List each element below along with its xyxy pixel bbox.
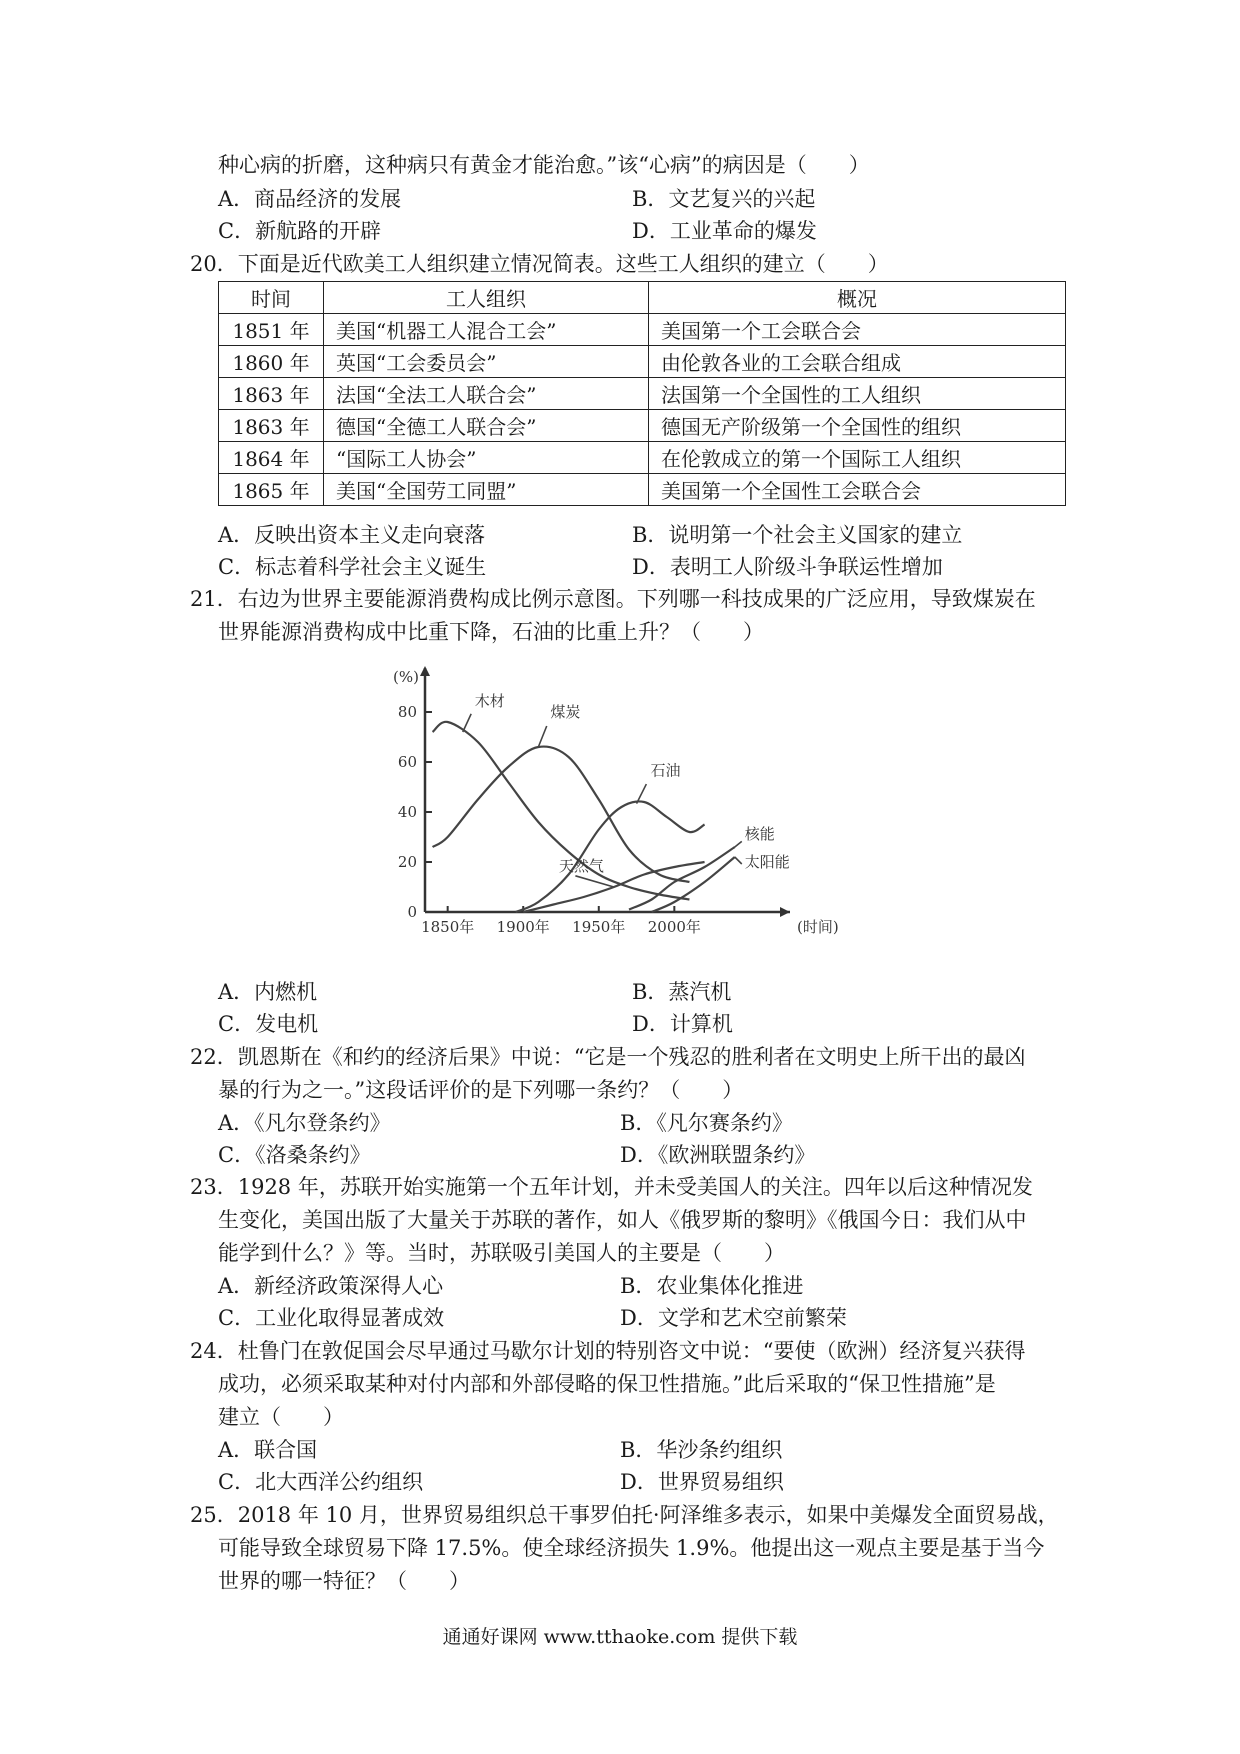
series-label-leader (735, 857, 742, 864)
y-tick-label: 80 (397, 703, 417, 721)
table-header: 工人组织 (324, 282, 649, 314)
q21-option-a: A．内燃机 (218, 980, 318, 1004)
q22-option-b: B．《凡尔赛条约》 (620, 1111, 793, 1135)
q23-stem-line: 生变化，美国出版了大量关于苏联的著作，如人《俄罗斯的黎明》《俄国今日：我们从中 (218, 1208, 1027, 1232)
q20-option-b: B．说明第一个社会主义国家的建立 (632, 523, 963, 547)
q22-option-d: D．《欧洲联盟条约》 (620, 1143, 816, 1167)
series-label-leader (538, 726, 546, 747)
table-cell-summary: 德国无产阶级第一个全国性的组织 (649, 410, 1066, 442)
x-tick-label: 1900年 (496, 918, 550, 936)
y-axis-arrow (420, 666, 430, 676)
q21-stem-line: 世界能源消费构成中比重下降，石油的比重上升？（ ） (218, 620, 764, 644)
table-cell-org: 美国“全国劳工同盟” (324, 474, 649, 506)
table-cell-org: 德国“全德工人联合会” (324, 410, 649, 442)
q23-stem-line: 23．1928 年，苏联开始实施第一个五年计划，并未受美国人的关注。四年以后这种情况发 (190, 1175, 1033, 1199)
q21-option-d: D．计算机 (632, 1012, 733, 1036)
y-tick-label: 40 (397, 803, 417, 821)
q24-option-c: C．北大西洋公约组织 (218, 1470, 424, 1494)
q19-stem: 种心病的折磨，这种病只有黄金才能治愈。”该“心病”的病因是（ ） (218, 153, 870, 177)
q21-stem-line: 21．右边为世界主要能源消费构成比例示意图。下列哪一科技成果的广泛应用，导致煤炭在 (190, 587, 1036, 611)
q24-option-d: D．世界贸易组织 (620, 1470, 784, 1494)
table-row (219, 474, 1066, 506)
q19-option-a: A．商品经济的发展 (218, 187, 402, 211)
x-tick-label: 1850年 (421, 918, 475, 936)
q19-option-d: D．工业革命的爆发 (632, 219, 817, 243)
table-cell-year: 1864 年 (219, 442, 324, 474)
table-cell-year: 1863 年 (219, 410, 324, 442)
table-row (219, 314, 1066, 346)
q24-stem-line: 建立（ ） (218, 1405, 344, 1429)
table-cell-org: 美国“机器工人混合工会” (324, 314, 649, 346)
series-label-leader (463, 714, 471, 732)
table-cell-year: 1851 年 (219, 314, 324, 346)
q19-option-b: B．文艺复兴的兴起 (632, 187, 816, 211)
q20-option-d: D．表明工人阶级斗争联运性增加 (632, 555, 943, 579)
series-label: 太阳能 (744, 853, 790, 871)
x-axis-label: (时间) (797, 918, 839, 936)
q19-option-c: C．新航路的开辟 (218, 219, 382, 243)
y-tick-label: 20 (397, 853, 417, 871)
q20-option-a: A．反映出资本主义走向衰落 (218, 523, 486, 547)
table-header-row (219, 282, 1066, 314)
q21-option-c: C．发电机 (218, 1012, 319, 1036)
table-row (219, 410, 1066, 442)
q24-stem-line: 成功，必须采取某种对付内部和外部侵略的保卫性措施。”此后采取的“保卫性措施”是 (218, 1372, 996, 1396)
series-label: 木材 (474, 692, 505, 710)
page-footer: 通通好课网 www.tthaoke.com 提供下载 (442, 1626, 798, 1648)
x-tick-label: 2000年 (647, 918, 701, 936)
x-axis-arrow (780, 907, 790, 917)
series-label-leader (735, 841, 742, 847)
q21-option-b: B．蒸汽机 (632, 980, 732, 1004)
table-row (219, 346, 1066, 378)
chart-plot-area (393, 666, 839, 936)
series-label: 煤炭 (550, 703, 581, 721)
series-label: 天然气 (558, 857, 604, 875)
q20-stem: 20．下面是近代欧美工人组织建立情况简表。这些工人组织的建立（ ） (190, 252, 889, 276)
energy-consumption-chart (385, 660, 845, 960)
series-label: 石油 (650, 761, 681, 780)
q24-option-a: A．联合国 (218, 1438, 318, 1462)
q22-stem-line: 暴的行为之一。”这段话评价的是下列哪一条约？（ ） (218, 1078, 744, 1102)
series-line (629, 847, 735, 910)
table-cell-org: 英国“工会委员会” (324, 346, 649, 378)
q23-stem-line: 能学到什么？》等。当时，苏联吸引美国人的主要是（ ） (218, 1241, 785, 1265)
q23-option-b: B．农业集体化推进 (620, 1274, 804, 1298)
series-label-leader (575, 876, 614, 887)
table-cell-year: 1860 年 (219, 346, 324, 378)
q20-option-c: C．标志着科学社会主义诞生 (218, 555, 487, 579)
series-line (652, 857, 735, 912)
q23-option-d: D．文学和艺术空前繁荣 (620, 1306, 847, 1330)
q23-option-a: A．新经济政策深得人心 (218, 1274, 444, 1298)
q25-stem-line: 世界的哪一特征？（ ） (218, 1569, 470, 1593)
q24-stem-line: 24．杜鲁门在敦促国会尽早通过马歇尔计划的特别咨文中说：“要使（欧洲）经济复兴获得 (190, 1339, 1026, 1363)
y-axis-label: (%) (393, 668, 419, 686)
table-cell-year: 1865 年 (219, 474, 324, 506)
table-cell-org: 法国“全法工人联合会” (324, 378, 649, 410)
series-label: 核能 (744, 825, 775, 843)
table-cell-summary: 法国第一个全国性的工人组织 (649, 378, 1066, 410)
table-cell-year: 1863 年 (219, 378, 324, 410)
q22-stem-line: 22．凯恩斯在《和约的经济后果》中说：“它是一个残忍的胜利者在文明史上所干出的最凶 (190, 1045, 1026, 1069)
q22-option-a: A．《凡尔登条约》 (218, 1111, 391, 1135)
series-line (523, 862, 704, 912)
y-tick-label: 0 (407, 903, 417, 921)
q23-option-c: C．工业化取得显著成效 (218, 1306, 445, 1330)
table-cell-org: “国际工人协会” (324, 442, 649, 474)
table-cell-summary: 由伦敦各业的工会联合组成 (649, 346, 1066, 378)
q24-option-b: B．华沙条约组织 (620, 1438, 783, 1462)
labor-organizations-table (218, 281, 1066, 506)
table-row (219, 378, 1066, 410)
table-header: 时间 (219, 282, 324, 314)
q25-stem-line: 25．2018 年 10 月，世界贸易组织总干事罗伯托·阿泽维多表示，如果中美爆发全面贸易战， (190, 1503, 1059, 1527)
x-tick-label: 1950年 (572, 918, 626, 936)
table-cell-summary: 美国第一个全国性工会联合会 (649, 474, 1066, 506)
y-tick-label: 60 (397, 753, 417, 771)
q22-option-c: C．《洛桑条约》 (218, 1143, 371, 1167)
table-cell-summary: 在伦敦成立的第一个国际工人组织 (649, 442, 1066, 474)
table-row (219, 442, 1066, 474)
q25-stem-line: 可能导致全球贸易下降 17.5%。使全球经济损失 1.9%。他提出这一观点主要是基于当今 (218, 1536, 1045, 1560)
table-header: 概况 (649, 282, 1066, 314)
table-cell-summary: 美国第一个工会联合会 (649, 314, 1066, 346)
